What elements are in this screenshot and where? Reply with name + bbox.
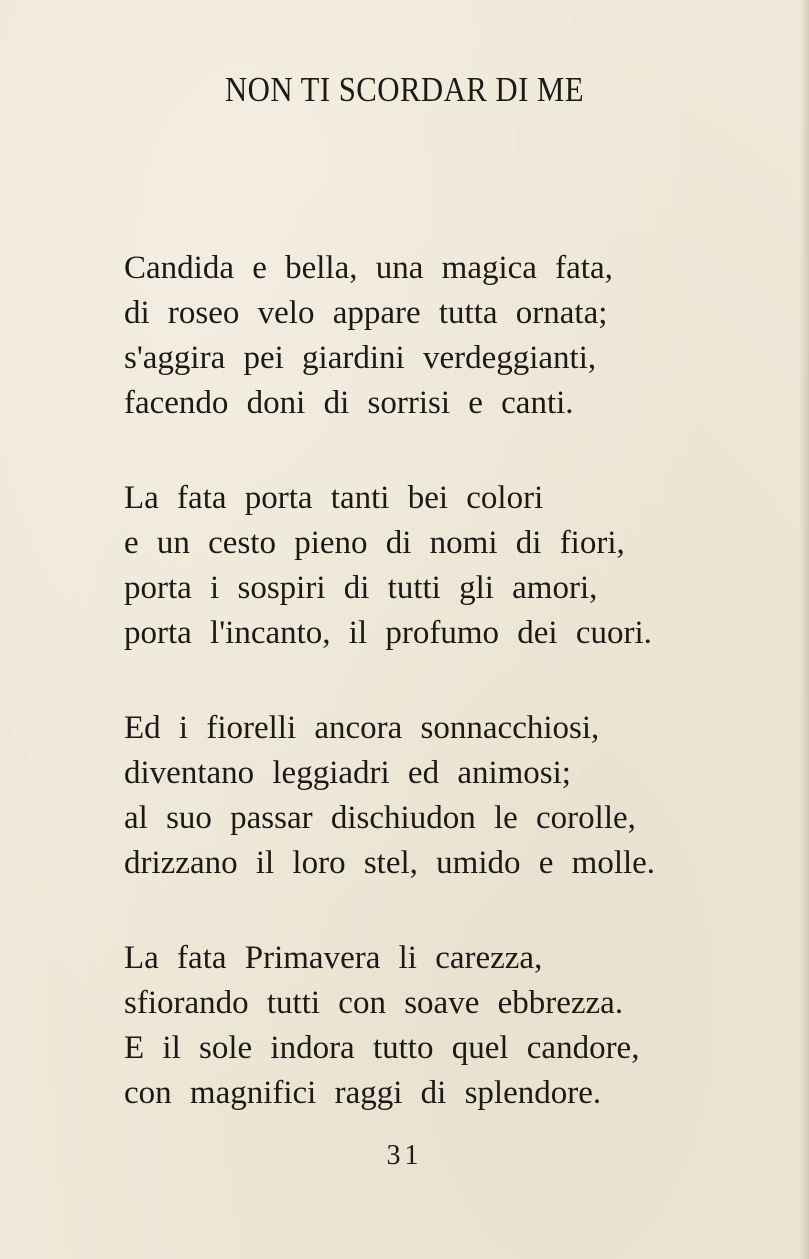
poem-title: NON TI SCORDAR DI ME [224,70,585,109]
page-number: 31 [386,1140,423,1171]
poem-line: porta l'incanto, il profumo dei cuori. [124,615,652,651]
poem-line: al suo passar dischiudon le corolle, [124,800,636,836]
poem-line: diventano leggiadri ed animosi; [124,755,571,791]
poem-body [124,246,744,1166]
stanza-3 [124,706,744,886]
poem-line: Ed i fiorelli ancora sonnacchiosi, [124,710,600,746]
poem-line: e un cesto pieno di nomi di fiori, [124,525,625,561]
poem-line: porta i sospiri di tutti gli amori, [124,570,598,606]
stanza-2 [124,476,744,656]
poem-line: con magnifici raggi di splendore. [124,1075,602,1111]
poem-line: di roseo velo appare tutta ornata; [124,295,608,331]
poem-line: sfiorando tutti con soave ebbrezza. [124,985,624,1021]
stanza-4 [124,936,744,1116]
poem-line: s'aggira pei giardini verdeggianti, [124,340,597,376]
poem-line: E il sole indora tutto quel candore, [124,1030,640,1066]
poem-line: drizzano il loro stel, umido e molle. [124,845,656,881]
page-edge-shadow [799,0,809,1259]
stanza-1 [124,246,744,426]
poem-line: Candida e bella, una magica fata, [124,250,613,286]
poem-line: La fata porta tanti bei colori [124,480,544,516]
poem-line: La fata Primavera li carezza, [124,940,543,976]
poem-line: facendo doni di sorrisi e canti. [124,385,574,421]
